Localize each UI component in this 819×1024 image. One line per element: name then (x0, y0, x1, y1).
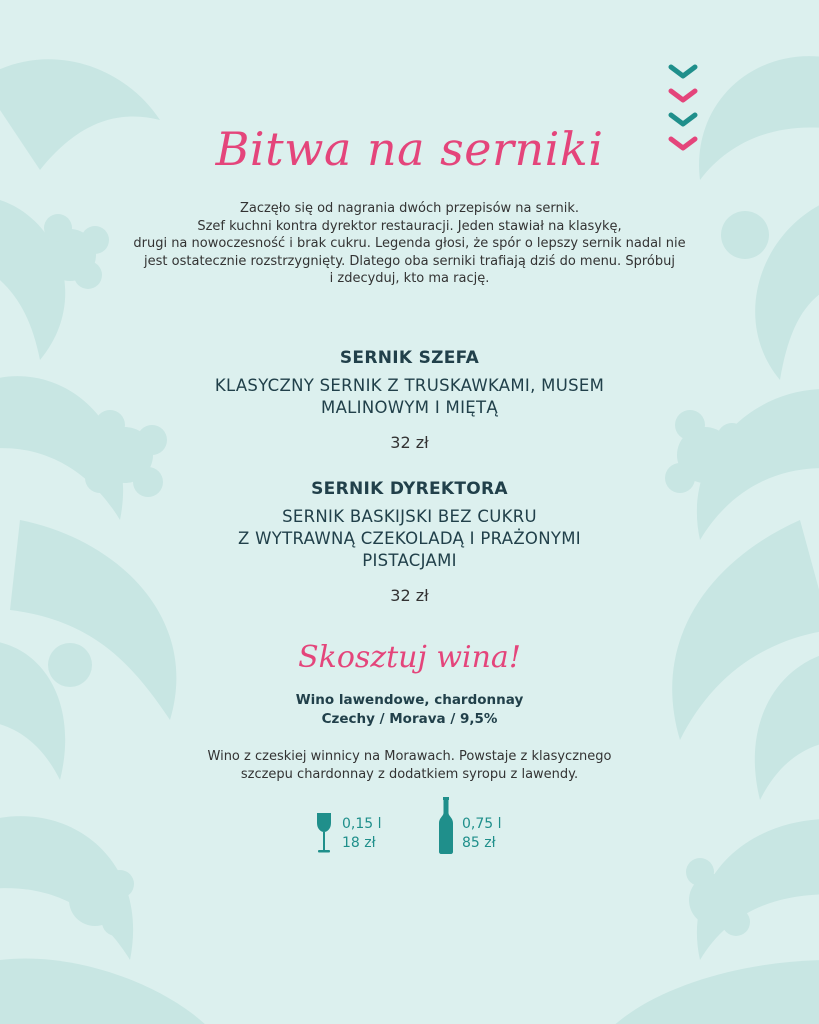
dish-description (150, 506, 669, 572)
dish-description-line: SERNIK BASKIJSKI BEZ CUKRU (282, 507, 537, 526)
dish-description-line: Z WYTRAWNĄ CZEKOLADĄ I PRAŻONYMI (238, 529, 581, 548)
wine-description-line: Wino z czeskiej winnicy na Morawach. Powstaje z klasycznego (207, 749, 612, 764)
dish-description-line: KLASYCZNY SERNIK Z TRUSKAWKAMI, MUSEM (214, 376, 605, 395)
page-title: Bitwa na serniki (215, 122, 604, 176)
wine-glass-icon (314, 797, 334, 855)
chevron-down-icon (668, 88, 698, 104)
intro-line: jest ostatecznie rozstrzygnięty. Dlatego oba serniki trafiają dziś do menu. Spróbuj (144, 253, 675, 269)
wine-bottle-icon (437, 797, 455, 855)
intro-line: Zaczęło się od nagrania dwóch przepisów na sernik. (239, 201, 580, 216)
serving-text (462, 815, 502, 853)
wine-description-line: szczepu chardonnay z dodatkiem syropu z lawendy. (240, 767, 579, 782)
dish-description (150, 375, 669, 419)
chevron-down-icon (668, 64, 698, 80)
dish-price: 32 zł (390, 586, 429, 605)
wine-heading: Skosztuj wina! (298, 640, 521, 675)
wine-description (150, 748, 669, 784)
serving-bottle (437, 797, 502, 855)
dish-description-line: MALINOWYM I MIĘTĄ (321, 398, 498, 417)
wine-name (0, 691, 819, 729)
intro-line: drugi na nowoczesność i brak cukru. Legenda głosi, że spór o lepszy sernik nadal nie (133, 236, 686, 251)
dish-price: 32 zł (390, 433, 429, 452)
wine-name-line: Wino lawendowe, chardonnay (295, 692, 524, 708)
dish-name: SERNIK DYREKTORA (311, 479, 508, 499)
serving-text (342, 815, 382, 853)
serving-price: 18 zł (342, 835, 376, 851)
serving-glass (314, 797, 382, 855)
serving-price: 85 zł (462, 835, 496, 851)
intro-line: i zdecyduj, kto ma rację. (329, 271, 490, 286)
intro-text (100, 200, 719, 288)
dish-name: SERNIK SZEFA (339, 348, 480, 368)
serving-volume: 0,15 l (342, 816, 382, 832)
serving-volume: 0,75 l (462, 816, 502, 832)
dish-description-line: PISTACJAMI (362, 551, 457, 570)
wine-origin-line: Czechy / Morava / 9,5% (321, 711, 498, 727)
intro-line: Szef kuchni kontra dyrektor restauracji. Jeden stawiał na klasykę, (197, 218, 622, 234)
